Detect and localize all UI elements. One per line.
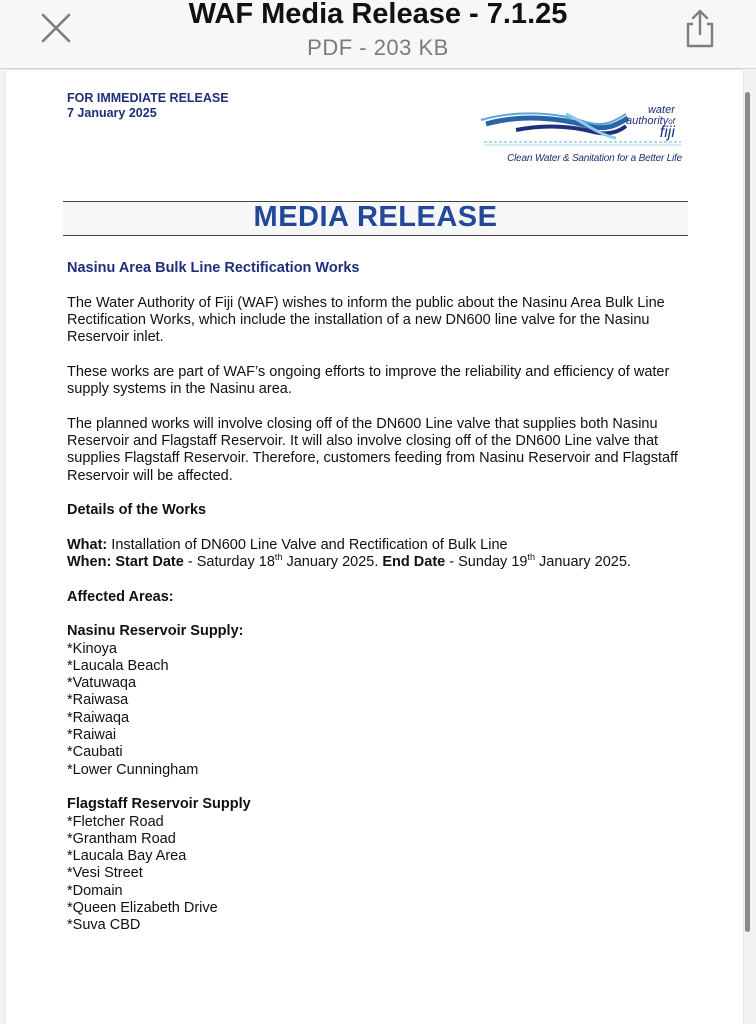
list-item: *Raiwaqa	[67, 709, 130, 726]
details-heading: Details of the Works	[67, 502, 207, 519]
headline: Nasinu Area Bulk Line Rectification Works	[67, 260, 360, 276]
scrollbar[interactable]	[745, 92, 750, 932]
paragraph-impact: The planned works will involve closing off of the DN600 Line valve that supplies both Nasinu Reservoir and Flagstaff Reservoir. It will also involve closing off of the DN600 Line valve that supplies Flagstaff Reservoir. Therefore, customers feeding from Nasinu Reservoir and Flagstaff Reservoir will be affected.	[67, 415, 678, 484]
pdf-page	[6, 70, 743, 1024]
share-button[interactable]	[680, 6, 720, 50]
list-item: *Kinoya	[67, 640, 117, 657]
list-item: *Domain	[67, 882, 123, 899]
list-item: *Vatuwaqa	[67, 675, 137, 692]
paragraph-purpose: These works are part of WAF’s ongoing efforts to improve the reliability and efficiency of water supply systems in the Nasinu area.	[67, 363, 670, 398]
list-item: *Caubati	[67, 744, 123, 761]
nasinu-heading: Nasinu Reservoir Supply:	[67, 623, 244, 640]
document-title: WAF Media Release - 7.1.25	[188, 0, 568, 30]
nasinu-area-list	[67, 641, 687, 779]
when-line: When: Start Date - Saturday 18th January 2025. End Date - Sunday 19th January 2025.	[67, 552, 631, 571]
release-line: FOR IMMEDIATE RELEASE	[67, 91, 229, 105]
banner-title: MEDIA RELEASE	[253, 201, 498, 233]
release-date: 7 January 2025	[67, 106, 157, 120]
logo-wordmark: water authorityof fiji	[626, 104, 675, 141]
logo-tagline: Clean Water & Sanitation for a Better Life	[507, 153, 682, 164]
list-item: *Laucala Bay Area	[67, 848, 187, 865]
list-item: *Grantham Road	[67, 830, 176, 847]
list-item: *Queen Elizabeth Drive	[67, 899, 218, 916]
paragraph-intro: The Water Authority of Fiji (WAF) wishes to inform the public about the Nasinu Area Bulk Line Rectification Works, which include the installation of a new DN600 line valve for the Nasinu Reservoir inlet.	[67, 294, 665, 346]
document-meta: PDF - 203 KB	[307, 35, 449, 60]
list-item: *Laucala Beach	[67, 657, 169, 674]
list-item: *Lower Cunningham	[67, 761, 199, 778]
document-body	[67, 260, 687, 935]
list-item: *Vesi Street	[67, 865, 143, 882]
list-item: *Suva CBD	[67, 917, 141, 934]
affected-heading: Affected Areas:	[67, 588, 174, 605]
list-item: *Fletcher Road	[67, 813, 164, 830]
flagstaff-area-list	[67, 814, 687, 935]
list-item: *Raiwai	[67, 727, 117, 744]
media-release-banner	[63, 201, 688, 236]
share-icon	[680, 6, 720, 50]
flagstaff-heading: Flagstaff Reservoir Supply	[67, 796, 251, 813]
release-header	[67, 91, 229, 121]
top-bar	[0, 0, 756, 69]
close-icon	[38, 10, 74, 46]
what-line: What: Installation of DN600 Line Valve and Rectification of Bulk Line	[67, 536, 508, 553]
close-button[interactable]	[38, 10, 74, 46]
list-item: *Raiwasa	[67, 692, 129, 709]
